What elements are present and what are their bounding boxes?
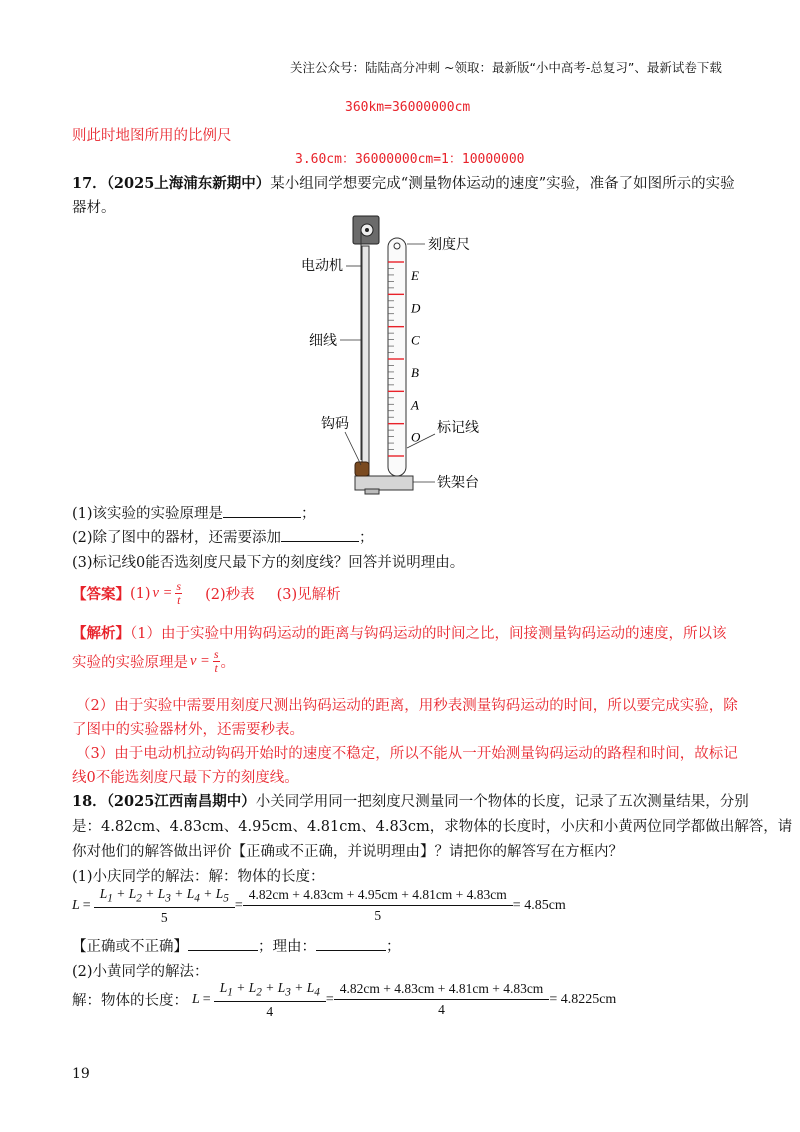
f1-symbolic: $\frac{L_1 + L_2 + L_3 + L_4 + L_5}{5}$ [97,886,232,926]
analysis-line-4: 了图中的实验器材外，还需要秒表。 [72,722,304,738]
q17-stem-line-1 [72,172,735,193]
q17-sub1-blank[interactable] [223,503,301,518]
q18-formula-1: L = $\frac{L_1 + L_2 + L_3 + L_4 + L_5}{5}$ = $\frac{4.82cm + 4.83cm + 4.95cm + 4.81cm + 4.83cm}{5}$ = 4.85cm [72,886,566,925]
ruler-letter-d: D [411,300,421,316]
f1-L: L [72,897,80,913]
q17-sub2-text: (2)除了图中的器材，还需要添加 [72,530,282,546]
label-mark: 标记线 [437,421,479,436]
leader-weight [345,432,361,465]
ruler-letter-o: O [411,429,421,445]
f2-result: = 4.8225cm [549,991,617,1007]
q17-sub1-end: ； [301,506,316,522]
ruler-hole [394,243,400,249]
q18-number: 18． [72,793,107,810]
q18-sub2: (2)小黄同学的解法： [72,964,209,980]
f2-L: L [192,991,200,1007]
label-ruler: 刻度尺 [428,238,470,253]
answer-tag: 【答案】 [72,586,130,603]
analysis-1b: 实验的实验原理是 [72,655,188,671]
analysis-1a: （1）由于实验中用钩码运动的距离与钩码运动的时间之比，间接测量钩码运动的速度，所以该 [130,626,727,642]
stand-foot [365,489,379,494]
prev-line-1: 360km=36000000cm [345,100,471,115]
analysis-line-5: （3）由于电动机拉动钩码开始时的速度不稳定，所以不能从一开始测量钩码运动的路程和时间，故标记 [76,746,738,762]
answer-1: (1) [130,585,151,602]
label-weight: 钩码 [321,417,349,432]
analysis-line-6: 线0不能选刻度尺最下方的刻度线。 [72,770,299,786]
q17-stem-line-2: 器材。 [72,200,116,216]
q18-formula-2: 解：物体的长度： L = $\frac{L_1 + L_2 + L_3 + L_4}{4}$ = $\frac{4.82cm + 4.83cm + 4.81cm + 4.83cm}{4}$ = 4.8225cm [72,980,617,1019]
page-number: 19 [72,1066,90,1082]
judge-mid: ；理由： [258,939,316,955]
answer-v: v = [152,585,173,601]
analysis-v: v = [190,653,210,669]
prev-line-2: 则此时地图所用的比例尺 [72,128,232,144]
analysis-line-1 [72,622,726,643]
stand-base [355,476,413,490]
q18-stem-line-2: 是：4.82cm、4.83cm、4.95cm、4.81cm、4.83cm，求物体的长度时，小庆和小黄两位同学都做出解答，请 [72,819,793,835]
q18-stem-a: 小关同学用同一把刻度尺测量同一个物体的长度，记录了五次测量结果，分别 [255,794,749,810]
f2-prefix: 解：物体的长度： [72,993,188,1010]
q18-source: （2025江西南昌期中） [106,793,256,810]
label-motor: 电动机 [301,259,343,274]
q17-answer [72,580,341,607]
q17-figure [295,210,515,500]
q18-judge [72,935,401,956]
judge-end: ； [386,939,401,955]
analysis-line-2 [72,648,235,675]
analysis-1b-end: 。 [220,655,236,671]
q18-stem-line-1 [72,790,749,811]
q18-sub1: (1)小庆同学的解法：解：物体的长度： [72,869,325,885]
q17-number: 17． [72,175,107,192]
q17-stem-a: 某小组同学想要完成“测量物体运动的速度”实验，准备了如图所示的实验 [270,176,735,192]
ruler [388,238,406,476]
f2-symbolic: $\frac{L_1 + L_2 + L_3 + L_4}{4}$ [217,980,323,1020]
f1-result: = 4.85cm [512,897,566,913]
reason-blank[interactable] [316,936,386,951]
judge-label: 【正确或不正确】 [72,939,188,955]
hook-weight [355,462,369,476]
answer-2: (2)秒表 [205,587,255,603]
q17-sub3: (3)标记线0能否选刻度尺最下方的刻度线？回答并说明理由。 [72,555,465,571]
analysis-tag: 【解析】 [72,625,130,642]
answer-3: (3)见解析 [276,587,341,603]
q17-sub1 [72,502,316,523]
q17-sub2 [72,526,374,547]
f1-numeric: $\frac{4.82cm + 4.83cm + 4.95cm + 4.81cm + 4.83cm}{5}$ [246,887,510,924]
q18-stem-line-3: 你对他们的解答做出评价【正确或不正确，并说明理由】？请把你的解答写在方框内？ [72,844,623,860]
label-thread: 细线 [309,334,337,349]
q17-sub2-blank[interactable] [281,527,359,542]
judge-blank[interactable] [188,936,258,951]
stand-pole [362,246,369,476]
ruler-letter-e: E [411,267,419,283]
ruler-letter-b: B [411,364,419,380]
q17-sub2-end: ； [359,530,374,546]
q17-sub1-text: (1)该实验的实验原理是 [72,506,224,522]
analysis-line-3: （2）由于实验中需要用刻度尺测出钩码运动的距离，用秒表测量钩码运动的时间，所以要完成实验，除 [76,698,738,714]
f2-numeric: $\frac{4.82cm + 4.83cm + 4.81cm + 4.83cm}{4}$ [337,981,547,1018]
ruler-letter-a: A [411,397,419,413]
q17-source: （2025上海浦东新期中） [106,175,271,192]
label-stand: 铁架台 [437,476,479,491]
header-notice: 关注公众号：陆陆高分冲刺 ~领取：最新版“小中高考-总复习”、最新试卷下载 [290,60,722,75]
ruler-letter-c: C [411,332,420,348]
answer-fraction: $\frac{s}{t}$ [176,579,182,607]
analysis-fraction: $\frac{s}{t}$ [213,647,219,675]
prev-line-3: 3.60cm：36000000cm=1：10000000 [295,152,525,167]
ruler-letters [410,268,421,445]
motor-axle [365,228,369,232]
